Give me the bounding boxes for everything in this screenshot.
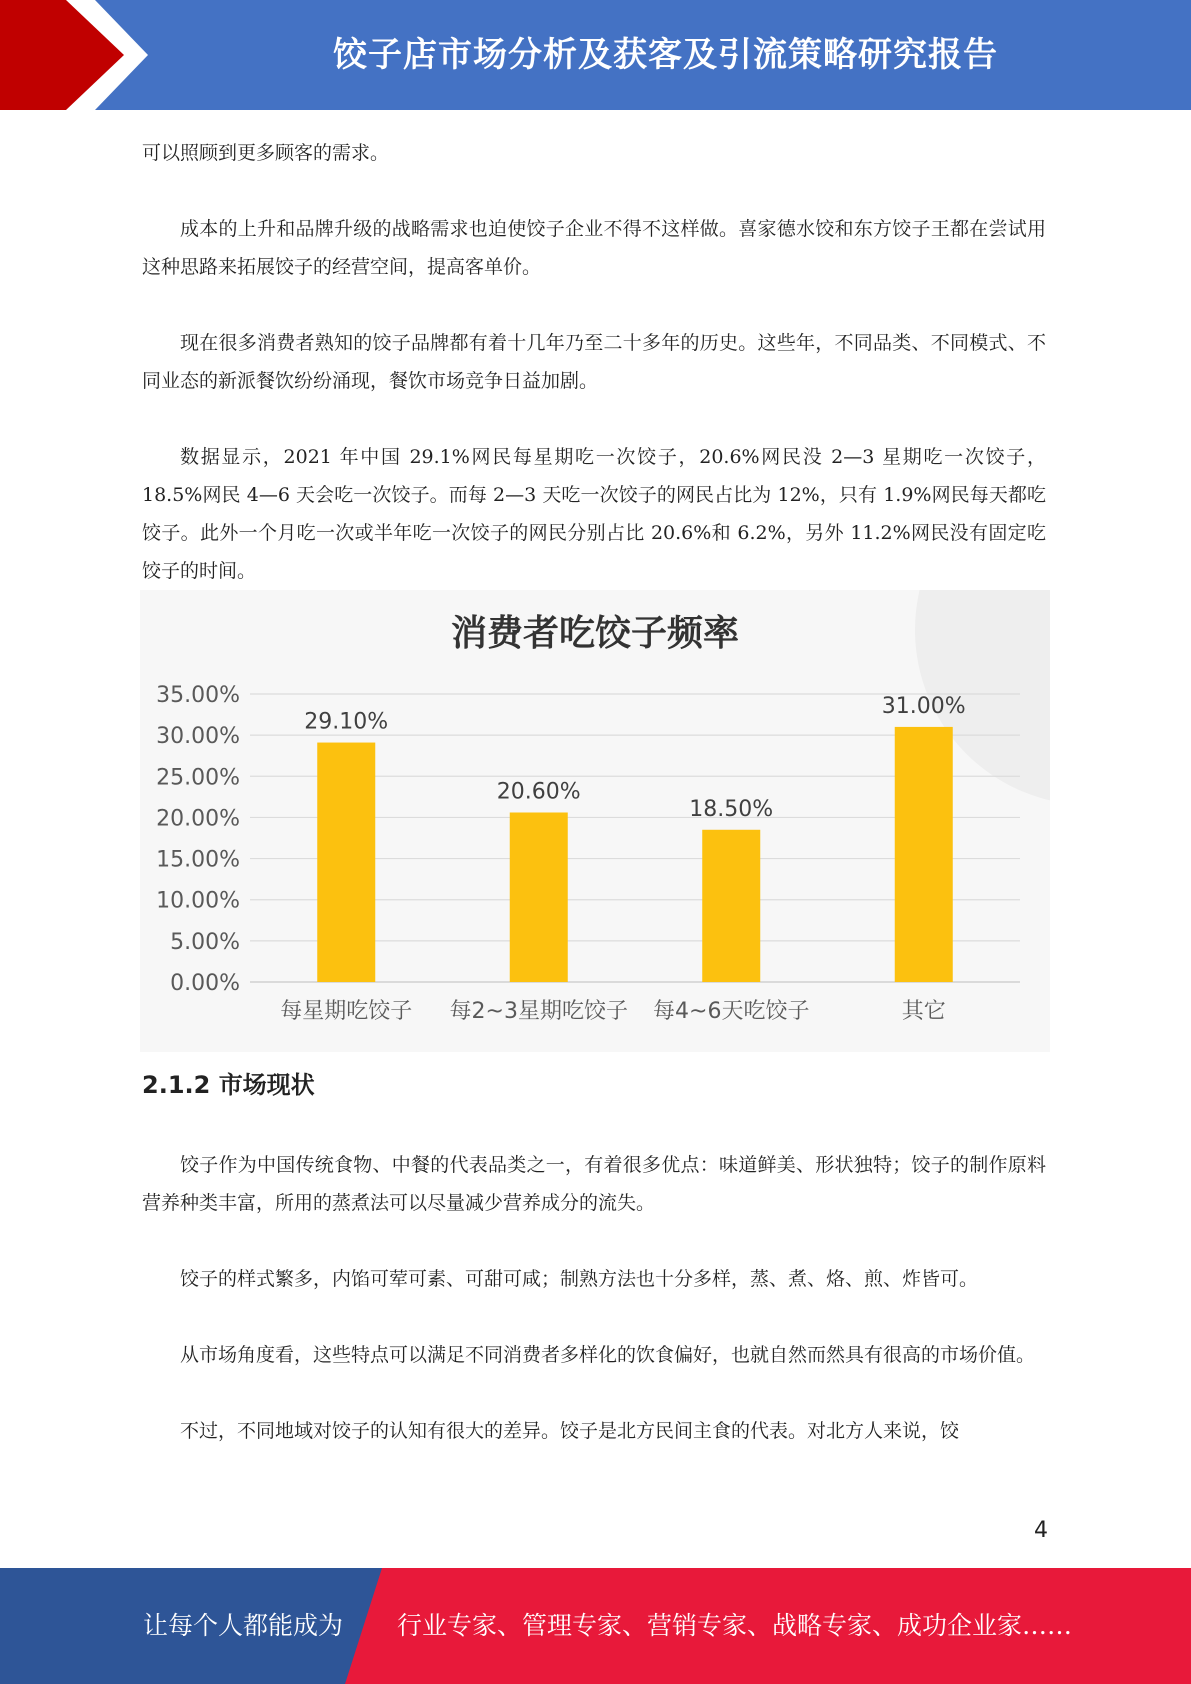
y-tick-label: 20.00% — [156, 806, 240, 832]
paragraph-continued: 可以照顾到更多顾客的需求。 — [142, 142, 390, 164]
paragraph-history: 现在很多消费者熟知的饺子品牌都有着十几年乃至二十多年的历史。这些年，不同品类、不同模式、不同业态的新派餐饮纷纷涌现，餐饮市场竞争日益加剧。 — [142, 332, 1046, 392]
chart-title: 消费者吃饺子频率 — [450, 613, 740, 654]
bar — [317, 743, 375, 982]
page-header — [0, 0, 1191, 110]
y-tick-label: 25.00% — [156, 765, 240, 791]
bar-data-label: 31.00% — [881, 693, 966, 719]
y-tick-label: 35.00% — [156, 683, 240, 708]
paragraph-cost: 成本的上升和品牌升级的战略需求也迫使饺子企业不得不这样做。喜家德水饺和东方饺子王都在尝试用这种思路来拓展饺子的经营空间，提高客单价。 — [142, 218, 1046, 278]
bar — [702, 830, 760, 982]
chart-canvas — [140, 590, 1050, 1052]
report-title: 饺子店市场分析及获客及引流策略研究报告 — [333, 35, 998, 75]
bar-data-label: 20.60% — [496, 779, 581, 805]
paragraph-market-value: 从市场角度看，这些特点可以满足不同消费者多样化的饮食偏好，也就自然而然具有很高的市场价值。 — [180, 1344, 1036, 1366]
footer-slogan-left: 让每个人都能成为 — [143, 1611, 344, 1640]
bar — [510, 812, 568, 982]
y-tick-label: 15.00% — [156, 847, 240, 873]
page-number: 4 — [1034, 1518, 1048, 1543]
page-content — [142, 134, 1046, 1450]
paragraph-regional: 不过，不同地域对饺子的认知有很大的差异。饺子是北方民间主食的代表。对北方人来说，饺 — [180, 1420, 960, 1442]
y-tick-label: 5.00% — [170, 929, 240, 955]
paragraph-advantages: 饺子作为中国传统食物、中餐的代表品类之一，有着很多优点：味道鲜美、形状独特；饺子的制作原料营养种类丰富，所用的蒸煮法可以尽量减少营养成分的流失。 — [142, 1154, 1046, 1214]
footer-slogan-right: 行业专家、管理专家、营销专家、战略专家、成功企业家…… — [397, 1611, 1073, 1640]
x-category-label: 其它 — [901, 999, 946, 1024]
page-footer — [0, 1568, 1191, 1684]
bar-data-label: 18.50% — [689, 796, 774, 822]
section-heading: 2.1.2 市场现状 — [142, 1071, 315, 1099]
paragraph-data: 数据显示，2021 年中国 29.1%网民每星期吃一次饺子，20.6%网民没 2—3 星期吃一次饺子，18.5%网民 4—6 天会吃一次饺子。而每 2—3 天吃一次饺子的网民占比为 12%，只有 1.9%网民每天都吃饺子。此外一个月吃一次或半年吃一次饺子的网民分别占比 20.6%和 6.2%，另外 11.2%网民没有固定吃饺子的时间。 — [142, 446, 1046, 582]
bar-data-label: 29.10% — [304, 709, 389, 735]
y-tick-label: 10.00% — [156, 888, 240, 914]
y-tick-label: 30.00% — [156, 724, 240, 750]
x-category-label: 每2~3星期吃饺子 — [449, 999, 628, 1024]
x-category-label: 每星期吃饺子 — [280, 999, 413, 1024]
x-category-label: 每4~6天吃饺子 — [653, 999, 810, 1024]
y-tick-label: 0.00% — [170, 971, 240, 996]
bar-chart — [140, 590, 1050, 1052]
bar — [895, 727, 953, 982]
paragraph-styles: 饺子的样式繁多，内馅可荤可素、可甜可咸；制熟方法也十分多样，蒸、煮、烙、煎、炸皆可。 — [180, 1268, 979, 1290]
